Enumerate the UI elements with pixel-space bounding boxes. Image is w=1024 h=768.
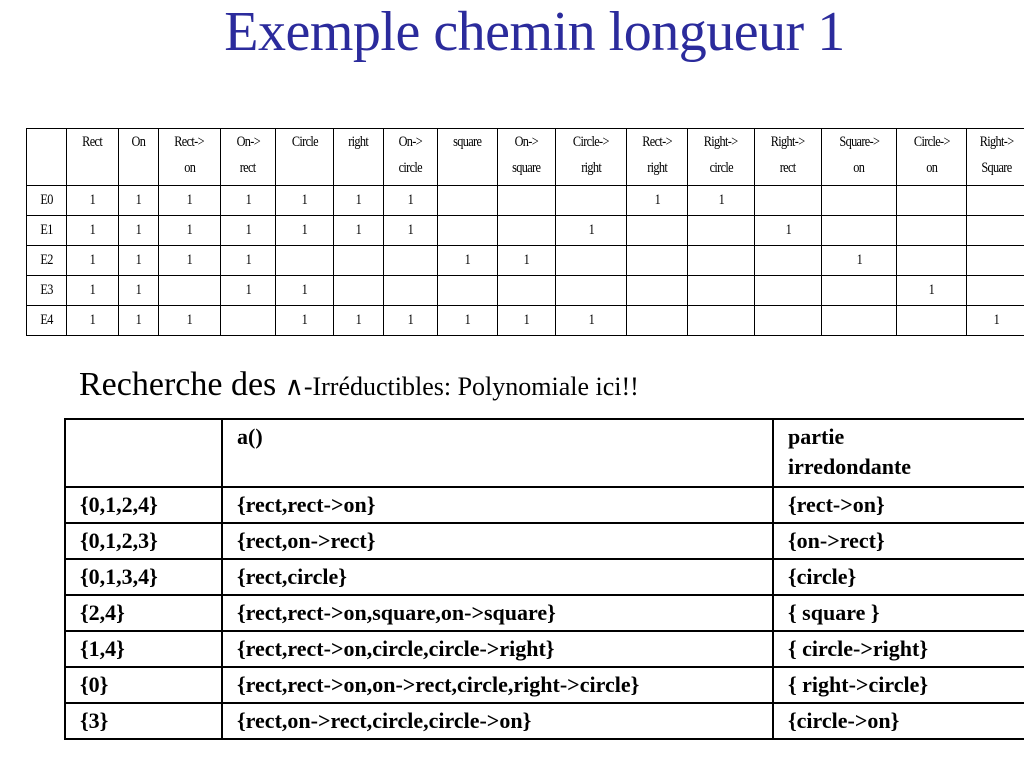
- grid-cell: [384, 276, 438, 306]
- grid-cell: [384, 186, 438, 216]
- grid-cell-text: 1: [245, 282, 251, 298]
- grid-cell: [556, 276, 627, 306]
- grid-cell: [967, 246, 1024, 276]
- grid-row: [27, 246, 1024, 276]
- grid-row-label: [27, 186, 67, 216]
- grid-row-label: [27, 306, 67, 336]
- grid-row: [27, 306, 1024, 336]
- grid-header-text: rect: [240, 160, 256, 176]
- grid-cell-text: 1: [407, 312, 414, 328]
- grid-cell-text: 1: [718, 192, 724, 208]
- grid-header-text: Circle: [291, 134, 318, 150]
- grid-header-text: Square->: [839, 134, 879, 150]
- grid-header-text: On->: [514, 134, 539, 150]
- grid-cell-text: 1: [588, 312, 594, 328]
- grid-header-text: Square: [981, 160, 1012, 176]
- a-set-cell: {rect,circle}: [222, 559, 773, 595]
- grid-cell: [276, 186, 334, 216]
- results-row: [65, 559, 1024, 595]
- grid-cell: [67, 306, 119, 336]
- grid-cell-text: 1: [89, 282, 96, 298]
- grid-cell-text: 1: [135, 312, 142, 328]
- grid-header-text: Rect: [82, 134, 103, 150]
- grid-header-text: on: [926, 160, 937, 176]
- results-row: [65, 487, 1024, 523]
- grid-header-text: Circle->: [913, 134, 950, 150]
- grid-header-cell: [67, 129, 119, 186]
- grid-cell: [755, 246, 822, 276]
- a-set-cell: {rect,rect->on,on->rect,circle,right->circle}: [222, 667, 773, 703]
- predicate-grid-table: [26, 128, 1024, 336]
- grid-header-text: right: [647, 160, 667, 176]
- grid-cell-text: E3: [40, 282, 53, 298]
- irredundant-part-cell: {on->rect}: [773, 523, 1024, 559]
- irredundant-part-cell: { circle->right}: [773, 631, 1024, 667]
- grid-cell: [221, 216, 276, 246]
- grid-header-cell: [119, 129, 159, 186]
- grid-cell: [498, 216, 556, 246]
- grid-header-cell: [334, 129, 384, 186]
- irredundant-part-cell: { square }: [773, 595, 1024, 631]
- grid-cell: [627, 246, 688, 276]
- grid-cell: [822, 306, 897, 336]
- grid-cell: [159, 216, 221, 246]
- grid-cell-text: E2: [40, 252, 53, 268]
- grid-cell: [755, 216, 822, 246]
- grid-cell: [967, 186, 1024, 216]
- grid-cell: [159, 276, 221, 306]
- grid-cell-text: 1: [301, 312, 308, 328]
- grid-header-text: Right->: [771, 134, 805, 150]
- grid-header-cell: [688, 129, 755, 186]
- grid-header-row: [27, 129, 1024, 186]
- grid-cell: [159, 186, 221, 216]
- grid-cell: [556, 216, 627, 246]
- subset-cell: {0}: [65, 667, 222, 703]
- grid-cell: [119, 216, 159, 246]
- grid-header-cell: [27, 129, 67, 186]
- and-symbol: ∧: [284, 372, 304, 401]
- grid-cell-text: 1: [135, 222, 142, 238]
- grid-cell-text: 1: [355, 312, 362, 328]
- grid-cell: [897, 246, 967, 276]
- grid-header-text: right: [581, 160, 601, 176]
- grid-cell: [334, 216, 384, 246]
- grid-cell: [556, 306, 627, 336]
- results-header-row: [65, 419, 1024, 487]
- grid-cell: [897, 306, 967, 336]
- results-row: [65, 523, 1024, 559]
- grid-cell-text: 1: [993, 312, 1000, 328]
- grid-cell-text: 1: [89, 192, 96, 208]
- grid-header-text: right: [348, 134, 369, 150]
- results-header-cell: a(): [222, 419, 773, 487]
- grid-cell: [384, 246, 438, 276]
- subtitle-suffix: -Irréductibles: Polynomiale ici!!: [303, 372, 639, 401]
- grid-cell: [498, 246, 556, 276]
- grid-cell: [967, 216, 1024, 246]
- grid-cell: [688, 216, 755, 246]
- grid-cell: [384, 306, 438, 336]
- grid-cell-text: 1: [464, 252, 471, 268]
- subset-cell: {1,4}: [65, 631, 222, 667]
- a-set-cell: {rect,rect->on,square,on->square}: [222, 595, 773, 631]
- grid-cell: [822, 186, 897, 216]
- grid-cell-text: 1: [355, 192, 362, 208]
- grid-cell-text: 1: [89, 312, 96, 328]
- a-set-cell: {rect,rect->on}: [222, 487, 773, 523]
- grid-header-cell: [897, 129, 967, 186]
- grid-header-text: square: [512, 160, 541, 176]
- grid-header-cell: [967, 129, 1024, 186]
- grid-cell: [556, 246, 627, 276]
- grid-cell: [334, 306, 384, 336]
- grid-cell: [276, 216, 334, 246]
- grid-cell: [967, 276, 1024, 306]
- grid-cell: [67, 186, 119, 216]
- grid-cell: [384, 216, 438, 246]
- a-set-cell: {rect,rect->on,circle,circle->right}: [222, 631, 773, 667]
- grid-cell: [688, 186, 755, 216]
- grid-cell-text: 1: [301, 282, 308, 298]
- grid-header-cell: [438, 129, 498, 186]
- grid-cell: [755, 306, 822, 336]
- grid-row: [27, 186, 1024, 216]
- grid-cell-text: 1: [301, 222, 308, 238]
- grid-cell: [438, 276, 498, 306]
- grid-cell: [627, 186, 688, 216]
- subset-cell: {0,1,2,3}: [65, 523, 222, 559]
- grid-header-text: on: [184, 160, 195, 176]
- grid-header-text: On: [131, 134, 146, 150]
- grid-cell: [119, 276, 159, 306]
- grid-header-text: Right->: [704, 134, 738, 150]
- grid-cell-text: E0: [40, 192, 53, 208]
- grid-cell: [221, 186, 276, 216]
- grid-cell: [627, 276, 688, 306]
- grid-cell: [67, 276, 119, 306]
- irredundant-part-cell: {rect->on}: [773, 487, 1024, 523]
- grid-header-text: Rect->: [642, 134, 672, 150]
- grid-header-text: rect: [780, 160, 796, 176]
- irreducibles-table: [64, 418, 1024, 740]
- grid-cell: [276, 306, 334, 336]
- grid-cell: [159, 306, 221, 336]
- subset-cell: {3}: [65, 703, 222, 739]
- irredundant-part-cell: {circle}: [773, 559, 1024, 595]
- grid-cell: [334, 276, 384, 306]
- grid-header-cell: [276, 129, 334, 186]
- grid-cell-text: 1: [135, 282, 142, 298]
- subset-cell: {0,1,2,4}: [65, 487, 222, 523]
- grid-cell: [498, 276, 556, 306]
- grid-cell-text: 1: [186, 222, 193, 238]
- grid-cell-text: 1: [186, 192, 193, 208]
- grid-header-cell: [498, 129, 556, 186]
- grid-cell: [498, 306, 556, 336]
- grid-cell: [67, 246, 119, 276]
- grid-header-cell: [384, 129, 438, 186]
- grid-cell-text: 1: [89, 222, 96, 238]
- page-title: Exemple chemin longueur 1: [224, 1, 845, 63]
- grid-cell-text: E4: [40, 312, 53, 328]
- grid-header-cell: [627, 129, 688, 186]
- grid-header-text: Circle->: [573, 134, 609, 150]
- grid-header-text: Right->: [979, 134, 1014, 150]
- grid-cell: [688, 306, 755, 336]
- section-subtitle: [79, 365, 639, 407]
- grid-cell: [119, 306, 159, 336]
- grid-header-text: On->: [398, 134, 423, 150]
- results-row: [65, 703, 1024, 739]
- grid-cell-text: 1: [523, 312, 530, 328]
- grid-header-text: on: [853, 160, 865, 176]
- grid-cell-text: 1: [654, 192, 660, 208]
- grid-cell-text: 1: [407, 222, 414, 238]
- grid-cell: [822, 246, 897, 276]
- grid-cell-text: 1: [89, 252, 96, 268]
- a-set-cell: {rect,on->rect,circle,circle->on}: [222, 703, 773, 739]
- grid-header-cell: [556, 129, 627, 186]
- grid-cell: [688, 246, 755, 276]
- grid-cell: [822, 216, 897, 246]
- grid-cell: [556, 186, 627, 216]
- grid-cell-text: 1: [464, 312, 471, 328]
- a-set-cell: {rect,on->rect}: [222, 523, 773, 559]
- grid-cell: [755, 276, 822, 306]
- grid-cell: [119, 246, 159, 276]
- grid-cell-text: 1: [245, 222, 251, 238]
- grid-cell: [276, 276, 334, 306]
- grid-cell: [627, 306, 688, 336]
- grid-header-text: circle: [398, 160, 423, 176]
- grid-row: [27, 276, 1024, 306]
- subset-cell: {0,1,3,4}: [65, 559, 222, 595]
- grid-cell: [498, 186, 556, 216]
- results-header-cell: [65, 419, 222, 487]
- grid-header-cell: [755, 129, 822, 186]
- grid-header-cell: [822, 129, 897, 186]
- grid-cell-text: 1: [928, 282, 935, 298]
- subtitle-prefix: Recherche des: [79, 366, 285, 403]
- grid-cell: [967, 306, 1024, 336]
- results-header-cell: partie irredondante: [773, 419, 1024, 487]
- grid-cell: [334, 186, 384, 216]
- results-row: [65, 595, 1024, 631]
- grid-cell: [897, 216, 967, 246]
- grid-row-label: [27, 246, 67, 276]
- grid-cell: [67, 216, 119, 246]
- grid-cell: [221, 306, 276, 336]
- grid-cell-text: 1: [135, 252, 142, 268]
- irredundant-part-cell: { right->circle}: [773, 667, 1024, 703]
- grid-cell: [159, 246, 221, 276]
- grid-cell-text: 1: [523, 252, 530, 268]
- grid-cell: [755, 186, 822, 216]
- grid-header-text: circle: [709, 160, 733, 176]
- grid-header-cell: [221, 129, 276, 186]
- grid-header-cell: [159, 129, 221, 186]
- grid-cell: [627, 216, 688, 246]
- grid-cell: [276, 246, 334, 276]
- grid-cell: [221, 246, 276, 276]
- grid-header-text: square: [453, 134, 482, 150]
- grid-cell: [334, 246, 384, 276]
- grid-cell: [221, 276, 276, 306]
- grid-cell-text: 1: [245, 252, 251, 268]
- grid-cell: [438, 246, 498, 276]
- results-row: [65, 631, 1024, 667]
- grid-row: [27, 216, 1024, 246]
- grid-cell-text: 1: [245, 192, 251, 208]
- grid-header-text: On->: [236, 134, 260, 150]
- grid-cell: [688, 276, 755, 306]
- grid-cell-text: 1: [355, 222, 362, 238]
- grid-cell-text: 1: [785, 222, 791, 238]
- grid-cell: [438, 306, 498, 336]
- grid-row-label: [27, 276, 67, 306]
- subset-cell: {2,4}: [65, 595, 222, 631]
- grid-cell: [438, 216, 498, 246]
- results-row: [65, 667, 1024, 703]
- grid-cell-text: 1: [186, 252, 193, 268]
- grid-cell-text: 1: [588, 222, 594, 238]
- grid-cell: [438, 186, 498, 216]
- grid-cell-text: 1: [301, 192, 308, 208]
- grid-cell: [822, 276, 897, 306]
- grid-cell: [897, 276, 967, 306]
- irredundant-part-cell: {circle->on}: [773, 703, 1024, 739]
- grid-cell-text: 1: [186, 312, 193, 328]
- grid-row-label: [27, 216, 67, 246]
- grid-cell: [119, 186, 159, 216]
- grid-cell: [897, 186, 967, 216]
- grid-cell-text: E1: [40, 222, 53, 238]
- grid-cell-text: 1: [135, 192, 142, 208]
- grid-header-text: Rect->: [174, 134, 205, 150]
- grid-cell-text: 1: [407, 192, 414, 208]
- grid-cell-text: 1: [856, 252, 862, 268]
